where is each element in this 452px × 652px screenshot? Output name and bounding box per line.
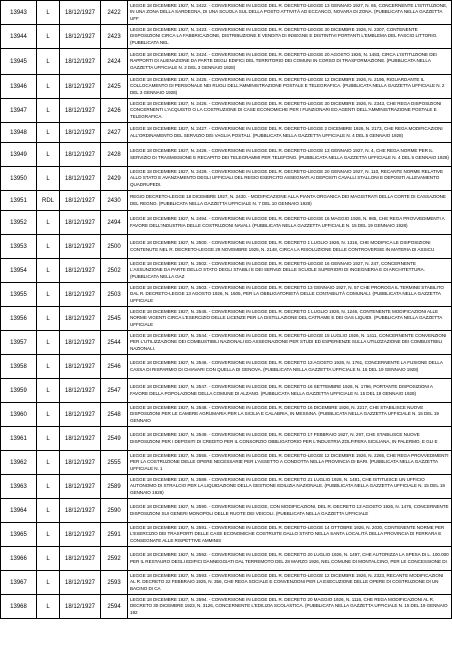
act-description [128,99,452,123]
act-description [128,427,452,451]
act-description-text: LEGGE 18 DICEMBRE 1927, N. 2428. - CONVERSIONE IN LEGGE DEL R. DECRETO-LEGGE 13 GENNAIO 1927, N. 4, CHE REGA NORME PER IL SERVIZIO DI TRASMISSIONE E RECAPITO DEI TELEGRAMMI PER TELEFONO. (PUBBLICATA NELLA GAZZETTA UFFICIALE N. 4 DEL 5 GENNAIO 1928) [130,148,449,160]
record-number: 13954 [1,259,37,283]
act-description [128,123,452,143]
act-description [128,307,452,331]
act-date: 18/12/1927 [60,191,101,211]
act-type: L [37,331,60,355]
act-date: 18/12/1927 [60,523,101,547]
act-description [128,331,452,355]
act-description-text: LEGGE 18 DICEMBRE 1927, N. 2494. - CONVERSIONE IN LEGGE DEL R. DECRETO-LEGGE 16 MAGGIO 1926, N. 985, CHE REGA PROVVEDIMENTI A FAVORE DELL'INDUSTRIA DELLE COSTRUZIONI NAVALI. (PUBBLICATA NELLA GAZZETTA UFFICIALE N. 15 DEL 19 GENNAIO 1928) [130,216,445,228]
table-row [1,427,452,451]
record-number: 13964 [1,499,37,523]
law-number: 2589 [101,475,128,499]
record-number: 13946 [1,75,37,99]
act-description-text: LEGGE 18 DICEMBRE 1927, N. 2593. - CONVERSIONE IN LEGGE DEL R. DECRETO-LEGGE 12 DICEMBRE 1926, N. 2323, RECANTE MODIFICAZIONI AL R. DECRETO 22 FEBBRAIO 1925, N. 356, CHE REGA SOCIALE E CONVENZIONI PER LA ESECUZIONE DELLE OPERE DI COSTRUZIONE DI UN BACINO DI CA [130,573,444,591]
law-number: 2424 [101,49,128,75]
act-description-text: LEGGE 18 DICEMBRE 1927, N. 2422. - CONVERSIONE IN LEGGE DEL R. DECRETO-LEGGE 13 GENNAIO 1927, N. 65, CONCERNENTE L'ISTITUZIONE, IN UNA ZONA DELLA SARDEGNA, DI UNA SCUOLA SUL DELLA POSTO ATTIVITÀ AD ECCANCO, NOVARA DI ZONA. (PUBBLICATA NELLA GAZZETTA UFF [130,3,448,21]
table-row [1,25,452,49]
record-number: 13953 [1,235,37,259]
table-row [1,123,452,143]
act-description [128,355,452,379]
act-description-text: LEGGE 18 DICEMBRE 1927, N. 2589. - CONVERSIONE IN LEGGE DEL R. DECRETO 21 LUGLIO 1926, N. 1481, CHE ISTITUISCE UN UFFICIO AUTONOMO DI STRALCIO PER LA LIQUIDAZIONE DELLA GESTIONE EDILIZIA NAZIONALE. (PUBBLICATA NELLA GAZZETTA UFFICIALE N. 15 DEL 19 GENNAIO 1928) [130,477,445,495]
table-row [1,211,452,235]
law-number: 2422 [101,1,128,25]
record-number: 13945 [1,49,37,75]
act-description [128,191,452,211]
act-description [128,211,452,235]
act-type: L [37,123,60,143]
law-number: 2549 [101,427,128,451]
law-number: 2590 [101,499,128,523]
act-type: L [37,75,60,99]
law-number: 2593 [101,571,128,595]
law-number: 2427 [101,123,128,143]
act-type: L [37,211,60,235]
record-number: 13966 [1,547,37,571]
act-description-text: LEGGE 18 DICEMBRE 1927, N. 2545. - CONVERSIONE IN LEGGE DEL R. DECRETO 1 LUGLIO 1926, N. 1246, CONTENENTE MODIFICAZIONI ALLE NORME VIGENTI CIRCA L'ESERCIZIO DELLE LICENZE PER LA DISTILLAZIONE DEL CATRAME E DEI GAS LIQUIDI. (PUBBLICATA NELLA GAZZETTA UFFICIALE [130,309,442,327]
law-number: 2429 [101,167,128,191]
law-number: 2545 [101,307,128,331]
record-number: 13955 [1,283,37,307]
table-row [1,403,452,427]
table-row [1,571,452,595]
record-number: 13948 [1,123,37,143]
act-description-text: LEGGE 18 DICEMBRE 1927, N. 2427. - CONVERSIONE IN LEGGE DEL R. DECRETO-LEGGE 2 DICEMBRE 1926, N. 2173, CHE REGA MODIFICAZIONI ALL'ORDINAMENTO DEL SERVIZIO DEI VAGLIA POSTALI. (PUBBLICATA NELLA GAZZETTA UFFICIALE N. 4 DEL 5 GENNAIO 1928) [130,126,443,138]
act-date: 18/12/1927 [60,1,101,25]
act-description-text: LEGGE 18 DICEMBRE 1927, N. 2502. - CONVERSIONE IN LEGGE DEL R. DECRETO-LEGGE 16 GENNAIO 1927, N. 247, CONCERNENTE L'ASSUNZIONE DA PARTE DELLO STATO DEGLI STABILI E DEI SERVIZI DELLE SCUOLE SUPERIORI DI INGEGNERIA E DI ARCHITETTURA. (PUBBLICATA NELLA GAZ [130,261,425,279]
act-description [128,25,452,49]
act-date: 18/12/1927 [60,123,101,143]
record-number: 13959 [1,379,37,403]
record-number: 13960 [1,403,37,427]
act-type: L [37,49,60,75]
act-type: L [37,379,60,403]
table-row [1,475,452,499]
law-number: 2426 [101,99,128,123]
law-number: 2555 [101,451,128,475]
act-type: L [37,235,60,259]
act-description-text: LEGGE 18 DICEMBRE 1927, N. 2426. - CONVERSIONE IN LEGGE DEL R. DECRETO-LEGGE 30 DICEMBRE 1926, N. 2343, CHE REGA DISPOSIZIONI CONCERNENTI L'ACQUISTO O LA COSTRUZIONE DI CASE ECONOMICHE PER I FUNZIONARI ED AGENTI DELL'AMMINISTRAZIONE POSTALE E TELEGRAFICA. [130,101,442,119]
act-date: 18/12/1927 [60,475,101,499]
act-date: 18/12/1927 [60,211,101,235]
act-date: 18/12/1927 [60,379,101,403]
act-type: L [37,355,60,379]
act-date: 18/12/1927 [60,307,101,331]
act-date: 18/12/1927 [60,331,101,355]
table-row [1,259,452,283]
law-number: 2548 [101,403,128,427]
table-row [1,499,452,523]
act-type: L [37,475,60,499]
act-description-text: REGIO DECRETO-LEGGE 18 DICEMBRE 1927, N. 2430. - MODIFICAZIONE ALLA PIANTA ORGANICA DEI MAGISTRATI DELLA CORTE DI CASSAZIONE DEL REGNO. (PUBBLICATA NELLA GAZZETTA UFFICIALE N. 7 DEL 10 GENNAIO 1928) [130,194,446,206]
act-type: L [37,427,60,451]
act-description [128,403,452,427]
act-type: L [37,403,60,427]
act-date: 18/12/1927 [60,25,101,49]
table-row [1,307,452,331]
act-type: L [37,25,60,49]
law-number: 2502 [101,259,128,283]
act-description [128,143,452,167]
law-number: 2430 [101,191,128,211]
table-row [1,1,452,25]
act-description-text: LEGGE 18 DICEMBRE 1927, N. 2424. - CONVERSIONE IN LEGGE DEL R. DECRETO-LEGGE 20 AGOSTO 1926, N. 1483, CIRCA L'ISTITUZIONE DEI RAPPORTI DI ALIENAZIONE DA PARTE DEGLI EDIFICI DEL TERRITORIO DEI COMUNI IN CORSO DI TRASFORMAZIONE. (PUBBLICATA NELLA GAZZETTA UFFICIALE N. 2 DEL 3 GENNAIO 1928) [130,52,437,70]
act-type: L [37,451,60,475]
act-description-text: LEGGE 18 DICEMBRE 1927, N. 2544. - CONVERSIONE IN LEGGE DEL R. DECRETO-LEGGE 15 LUGLIO 1926, N. 1411, CONCERNENTE CONVENZIONI PER L'UTILIZZAZIONE DEI COMBUSTIBILI NAZIONALI ED ASSEGNAZIONE PER STUDI ED ESPERIENZE SULLA UTILIZZAZIONE DEI COMBUSTIBILI NAZIONALI. [130,333,447,351]
record-number: 13951 [1,191,37,211]
act-description-text: LEGGE 18 DICEMBRE 1927, N. 2547. - CONVERSIONE IN LEGGE DEL R. DECRETO 16 SETTEMBRE 1926, N. 1796, PORTANTE DISPOSIZIONI A FAVORE DELLA POPOLAZIONE DELLA COMUNE DI ALZANO. (PUBBLICATA NELLA GAZZETTA UFFICIALE N. 15 DEL 19 GENNAIO 1928) [130,384,433,396]
act-description-text: LEGGE 18 DICEMBRE 1927, N. 2594. - CONVERSIONE IN LEGGE DEL R. DECRETO 20 MAGGIO 1926, N. 1116, CHE REGA MODIFICAZIONI AL R. DECRETO 30 DICEMBRE 1923, N. 3126, CONCERNENTE L'EDILIZIA SCOLASTICA. (PUBBLICATA NELLA GAZZETTA UFFICIALE N. 15 DEL 19 GENNAIO 192 [130,597,448,615]
act-type: L [37,1,60,25]
act-description [128,499,452,523]
record-number: 13961 [1,427,37,451]
law-number: 2494 [101,211,128,235]
record-number: 13968 [1,595,37,619]
law-number: 2544 [101,331,128,355]
table-row [1,547,452,571]
act-description-text: LEGGE 18 DICEMBRE 1927, N. 2548. - CONVERSIONE IN LEGGE DEL R. DECRETO 16 DICEMBRE 1926, N. 2217, CHE STABILISCE NUOVE DISPOSIZIONI PER LE CAMERE AGRUMARIA PER LA SICILIA E CALABRIA, IN MESSINA. (PUBBLICATA NELLA GAZZETTA UFFICIALE N. 15 DEL 19 GENNAIO [130,405,439,423]
table-row [1,75,452,99]
act-description [128,547,452,571]
act-date: 18/12/1927 [60,75,101,99]
act-description [128,75,452,99]
law-number: 2423 [101,25,128,49]
table-row [1,331,452,355]
act-date: 18/12/1927 [60,167,101,191]
record-number: 13958 [1,355,37,379]
act-date: 18/12/1927 [60,451,101,475]
act-date: 18/12/1927 [60,427,101,451]
law-number: 2500 [101,235,128,259]
act-date: 18/12/1927 [60,49,101,75]
table-row [1,167,452,191]
act-description [128,571,452,595]
table-row [1,235,452,259]
record-number: 13950 [1,167,37,191]
law-number: 2425 [101,75,128,99]
act-description [128,167,452,191]
act-type: L [37,283,60,307]
act-description [128,235,452,259]
table-row [1,379,452,403]
register-rows [1,1,452,619]
record-number: 13957 [1,331,37,355]
act-type: L [37,571,60,595]
act-description-text: LEGGE 18 DICEMBRE 1927, N. 2591. - CONVERSIONE IN LEGGE DEL R. DECRETO-LEGGE 14 OTTOBRE 1926, N. 2030, CONTENENTE NORME PER L'ESERCIZIO DEI TRASPORTI DELLE CASE ECONOMICHE COSTRUITE DALLO STATO NELLA SANTA LOCALITÀ DELLA PROVINCIA DI FERRARA E CONSEGNATE ALLE RISPETTIVE AMMINIS [130,525,445,543]
act-date: 18/12/1927 [60,143,101,167]
act-date: 18/12/1927 [60,99,101,123]
law-number: 2546 [101,355,128,379]
law-number: 2428 [101,143,128,167]
act-type: RDL [37,191,60,211]
act-type: L [37,547,60,571]
law-number: 2592 [101,547,128,571]
act-date: 18/12/1927 [60,571,101,595]
law-number: 2547 [101,379,128,403]
act-description-text: LEGGE 18 DICEMBRE 1927, N. 2503. - CONVERSIONE IN LEGGE DEL R. DECRETO 13 GENNAIO 1927, N. 57 CHE PROROGA IL TERMINE STABILITO DAL R. DECRETO-LEGGE 13 AGOSTO 1926, N. 1605, PER LA OBBLIGATORIETÀ DELLE CONTABILITÀ COMUNALI. (PUBBLICATA NELLA GAZZETTA UFFICIALE [130,285,444,303]
act-date: 18/12/1927 [60,259,101,283]
law-number: 2591 [101,523,128,547]
act-description [128,49,452,75]
record-number: 13947 [1,99,37,123]
act-description [128,475,452,499]
act-description-text: LEGGE 18 DICEMBRE 1927, N. 2429. - CONVERSIONE IN LEGGE DEL R. DECRETO-LEGGE 20 GENNAIO 1927, N. 110, RECANTE NORME RELATIVE ALLO STATO E AVANZAMENTO DEGLI UFFICIALI DEL REGIO ESERCITO ASSEGNATI AI DEPOSITI CAVALLI STALLONI E DEPOSITI ALLEVAMENTO QUADRUPEDI. [130,169,443,187]
act-description-text: LEGGE 18 DICEMBRE 1927, N. 2425. - CONVERSIONE IN LEGGE DEL R. DECRETO-LEGGE 12 DICEMBRE 1926, N. 2195, RIGUARDANTE IL COLLOCAMENTO DI PERSONALE NEI RUOLI DELL'AMMINISTRAZIONE POSTALE E TELEGRAFICA. (PUBBLICATA NELLA GAZZETTA UFFICIALE N. 2 DEL 3 GENNAIO 1928) [130,77,445,95]
act-type: L [37,259,60,283]
table-row [1,191,452,211]
record-number: 13967 [1,571,37,595]
act-description [128,1,452,25]
record-number: 13963 [1,475,37,499]
act-description-text: LEGGE 18 DICEMBRE 1927, N. 2555. - CONVERSIONE IN LEGGE DEL R. DECRETO-LEGGE 12 DICEMBRE 1926, N. 2265, CHE REGA PROVVEDIMENTI PER LA COSTRUZIONE DELLE OPERE NECESSARIE PER L'ASSETTO A CONDOTTA NELLA PROVINCIA DI BARI. (PUBBLICATA NELLA GAZZETTA UFFICIALE N. 1 [130,453,449,471]
act-description-text: LEGGE 18 DICEMBRE 1927, N. 2549. - CONVERSIONE IN LEGGE DEL R. DECRETO 17 FEBBRAIO 1927, N. 297, CHE STABILISCE NUOVE DISPOSIZIONI PER I DEPOSITI DI CREDITO PER IL CONSORZIO OBBLIGATORIO PER L'INDUSTRIA ZOLFIFERA SICILIANA, IN PALERMO, E GLI E [130,432,438,444]
table-row [1,99,452,123]
record-number: 13962 [1,451,37,475]
law-number: 2594 [101,595,128,619]
act-date: 18/12/1927 [60,403,101,427]
record-number: 13952 [1,211,37,235]
act-description [128,283,452,307]
act-type: L [37,99,60,123]
act-type: L [37,143,60,167]
act-description-text: LEGGE 18 DICEMBRE 1927, N. 2592. - CONVERSIONE IN LEGGE DEL R. DECRETO 20 LUGLIO 1926, N. 1497, CHE AUTORIZZA LA SPESA DI L. 100.000 PER IL RESTAURO DEGLI EDIFICI DANNEGGIATI DAL TERREMOTO DEL 28 MARZO 1926, NEL COMUNE DI MONTALCINO, PER LE CONCESSIONE DI [130,552,449,564]
record-number: 13943 [1,1,37,25]
act-date: 18/12/1927 [60,499,101,523]
act-description [128,451,452,475]
table-row [1,143,452,167]
record-number: 13956 [1,307,37,331]
table-row [1,595,452,619]
table-row [1,283,452,307]
act-description [128,379,452,403]
act-date: 18/12/1927 [60,595,101,619]
act-type: L [37,307,60,331]
act-description [128,595,452,619]
act-type: L [37,167,60,191]
act-description [128,523,452,547]
act-type: L [37,499,60,523]
record-number: 13949 [1,143,37,167]
act-date: 18/12/1927 [60,355,101,379]
act-type: L [37,595,60,619]
act-description-text: LEGGE 18 DICEMBRE 1927, N. 2546. - CONVERSIONE IN LEGGE DEL R. DECRETO 13 AGOSTO 1926, N. 1761, CONCERNENTE LA FUSIONE DELLA CASSA DI RISPARMIO DI CHIAVARI CON QUELLA DI GENOVA. (PUBBLICATA NELLA GAZZETTA UFFICIALE N. 15 DEL 19 GENNAIO 1928) [130,360,443,372]
act-description-text: LEGGE 18 DICEMBRE 1927, N. 2590. - CONVERSIONE IN LEGGE, CON MODIFICAZIONI, DEL R. DECRETO 13 AGOSTO 1926, N. 1476, CONCERNENTE DISPOSIZIONI SUI GENERI MONOPOLI DELLE RUOTE DEI VEICOLI. (PUBBLICATA NELLA GAZZETTA UFFICIALE [130,504,449,516]
table-row [1,451,452,475]
table-row [1,523,452,547]
table-row [1,49,452,75]
law-number: 2503 [101,283,128,307]
act-description-text: LEGGE 18 DICEMBRE 1927, N. 2423. - CONVERSIONE IN LEGGE DEL R. DECRETO-LEGGE 30 DICEMBRE 1926, N. 2307, CONTENENTE DISPOSIZIONI CIRCA LA FABBRICAZIONE, DISTRIBUZIONE E VENDITA DI INSEGNE E DISTINTIVI PORTANTI L'EMBLEMA DEL FASCIO LITTORIO. (PUBBLICATA NEL [130,27,438,45]
act-date: 18/12/1927 [60,235,101,259]
act-date: 18/12/1927 [60,283,101,307]
act-description-text: LEGGE 18 DICEMBRE 1927, N. 2500. - CONVERSIONE IN LEGGE DEL R. DECRETO 1 LUGLIO 1926, N. 1316, CHE MODIFICA LE DISPOSIZIONI CONTENUTE NEL R. DECRETO-LEGGE 29 NOVEMBRE 1925, N. 2148, CIRCA LA RISOLUZIONE DELLE CONTROVERSIE IN MATERIA DI ASSICU [130,240,435,252]
table-row [1,355,452,379]
record-number: 13944 [1,25,37,49]
act-type: L [37,523,60,547]
record-number: 13965 [1,523,37,547]
act-date: 18/12/1927 [60,547,101,571]
act-description [128,259,452,283]
